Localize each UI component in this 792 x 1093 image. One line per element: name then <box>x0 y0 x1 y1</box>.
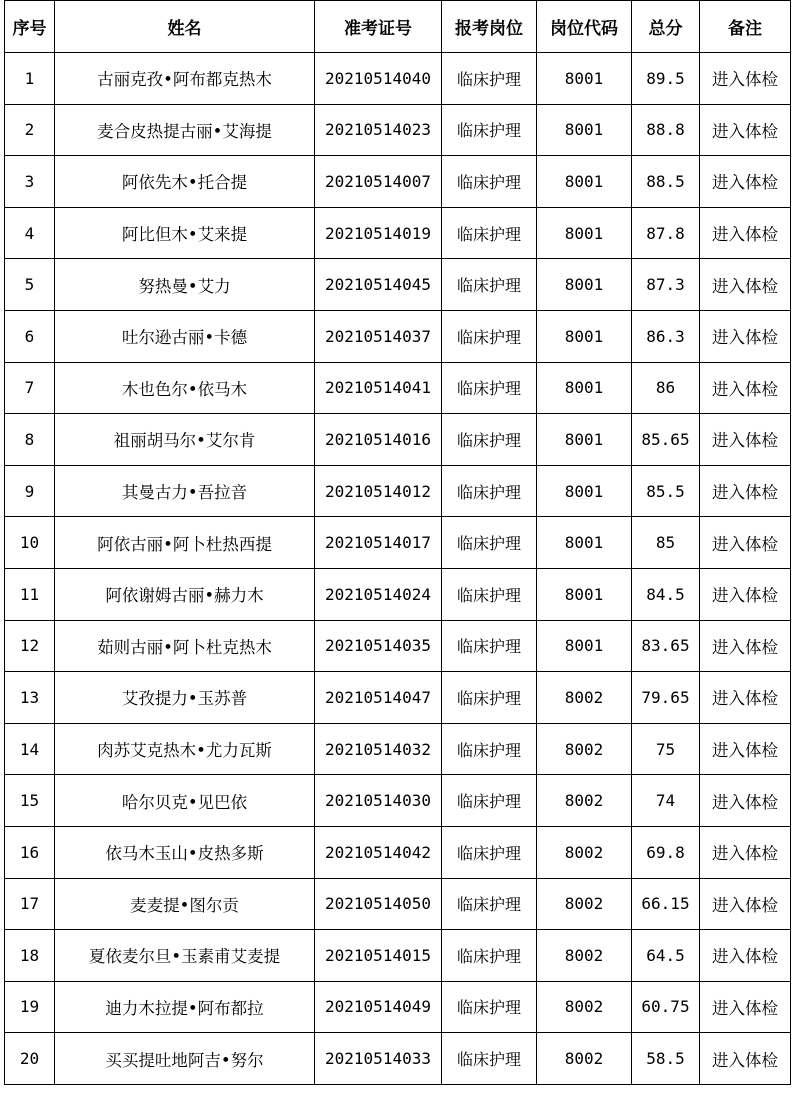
cell-serial-number: 20 <box>5 1033 55 1085</box>
header-serial-number: 序号 <box>5 1 55 53</box>
cell-name: 夏依麦尔旦•玉素甫艾麦提 <box>55 930 315 982</box>
cell-position-code: 8001 <box>537 414 632 466</box>
cell-position: 临床护理 <box>442 672 537 724</box>
cell-total-score: 66.15 <box>632 878 700 930</box>
cell-remark: 进入体检 <box>700 517 791 569</box>
cell-position-code: 8001 <box>537 620 632 672</box>
cell-remark: 进入体检 <box>700 672 791 724</box>
table-row <box>5 620 791 672</box>
cell-position-code: 8002 <box>537 723 632 775</box>
cell-remark: 进入体检 <box>700 207 791 259</box>
cell-remark: 进入体检 <box>700 930 791 982</box>
cell-exam-id: 20210514032 <box>315 723 442 775</box>
cell-position: 临床护理 <box>442 465 537 517</box>
cell-position-code: 8001 <box>537 156 632 208</box>
cell-name: 艾孜提力•玉苏普 <box>55 672 315 724</box>
cell-exam-id: 20210514023 <box>315 104 442 156</box>
table-row <box>5 826 791 878</box>
cell-total-score: 83.65 <box>632 620 700 672</box>
table-row <box>5 465 791 517</box>
cell-position: 临床护理 <box>442 53 537 105</box>
cell-position: 临床护理 <box>442 981 537 1033</box>
cell-exam-id: 20210514047 <box>315 672 442 724</box>
cell-position: 临床护理 <box>442 414 537 466</box>
table-row <box>5 1033 791 1085</box>
cell-exam-id: 20210514016 <box>315 414 442 466</box>
cell-total-score: 87.8 <box>632 207 700 259</box>
cell-exam-id: 20210514019 <box>315 207 442 259</box>
cell-position-code: 8001 <box>537 207 632 259</box>
header-row <box>5 1 791 53</box>
cell-total-score: 85 <box>632 517 700 569</box>
cell-position: 临床护理 <box>442 517 537 569</box>
cell-total-score: 85.5 <box>632 465 700 517</box>
cell-exam-id: 20210514030 <box>315 775 442 827</box>
cell-position-code: 8002 <box>537 930 632 982</box>
cell-serial-number: 16 <box>5 826 55 878</box>
cell-serial-number: 2 <box>5 104 55 156</box>
header-position: 报考岗位 <box>442 1 537 53</box>
cell-total-score: 64.5 <box>632 930 700 982</box>
cell-position-code: 8001 <box>537 310 632 362</box>
header-remark: 备注 <box>700 1 791 53</box>
cell-name: 祖丽胡马尔•艾尔肯 <box>55 414 315 466</box>
cell-remark: 进入体检 <box>700 465 791 517</box>
cell-name: 吐尔逊古丽•卡德 <box>55 310 315 362</box>
cell-position: 临床护理 <box>442 207 537 259</box>
cell-name: 麦合皮热提古丽•艾海提 <box>55 104 315 156</box>
cell-name: 茹则古丽•阿卜杜克热木 <box>55 620 315 672</box>
cell-remark: 进入体检 <box>700 568 791 620</box>
cell-position: 临床护理 <box>442 775 537 827</box>
cell-serial-number: 4 <box>5 207 55 259</box>
cell-position: 临床护理 <box>442 156 537 208</box>
cell-serial-number: 12 <box>5 620 55 672</box>
cell-position-code: 8001 <box>537 465 632 517</box>
cell-remark: 进入体检 <box>700 878 791 930</box>
table-row <box>5 310 791 362</box>
table-row <box>5 517 791 569</box>
cell-position-code: 8001 <box>537 53 632 105</box>
cell-total-score: 88.5 <box>632 156 700 208</box>
table-row <box>5 930 791 982</box>
cell-serial-number: 17 <box>5 878 55 930</box>
table-row <box>5 878 791 930</box>
table-row <box>5 104 791 156</box>
cell-total-score: 60.75 <box>632 981 700 1033</box>
cell-position: 临床护理 <box>442 310 537 362</box>
cell-exam-id: 20210514049 <box>315 981 442 1033</box>
table-row <box>5 568 791 620</box>
cell-position: 临床护理 <box>442 104 537 156</box>
cell-exam-id: 20210514015 <box>315 930 442 982</box>
cell-exam-id: 20210514042 <box>315 826 442 878</box>
table-row <box>5 156 791 208</box>
cell-remark: 进入体检 <box>700 414 791 466</box>
cell-serial-number: 18 <box>5 930 55 982</box>
results-table <box>4 0 791 1085</box>
cell-total-score: 69.8 <box>632 826 700 878</box>
cell-position: 临床护理 <box>442 930 537 982</box>
table-row <box>5 775 791 827</box>
cell-name: 木也色尔•依马木 <box>55 362 315 414</box>
cell-serial-number: 6 <box>5 310 55 362</box>
cell-position: 临床护理 <box>442 878 537 930</box>
cell-remark: 进入体检 <box>700 53 791 105</box>
cell-exam-id: 20210514033 <box>315 1033 442 1085</box>
table-row <box>5 207 791 259</box>
table-row <box>5 259 791 311</box>
cell-total-score: 86.3 <box>632 310 700 362</box>
cell-position-code: 8001 <box>537 568 632 620</box>
table-row <box>5 723 791 775</box>
table-header <box>5 1 791 53</box>
cell-exam-id: 20210514041 <box>315 362 442 414</box>
cell-exam-id: 20210514045 <box>315 259 442 311</box>
cell-position-code: 8002 <box>537 981 632 1033</box>
cell-serial-number: 8 <box>5 414 55 466</box>
cell-position: 临床护理 <box>442 620 537 672</box>
cell-position-code: 8001 <box>537 104 632 156</box>
cell-remark: 进入体检 <box>700 259 791 311</box>
cell-position-code: 8001 <box>537 517 632 569</box>
cell-position: 临床护理 <box>442 362 537 414</box>
cell-name: 阿比但木•艾来提 <box>55 207 315 259</box>
cell-serial-number: 7 <box>5 362 55 414</box>
cell-remark: 进入体检 <box>700 156 791 208</box>
header-total-score: 总分 <box>632 1 700 53</box>
cell-name: 阿依先木•托合提 <box>55 156 315 208</box>
cell-total-score: 85.65 <box>632 414 700 466</box>
cell-serial-number: 5 <box>5 259 55 311</box>
cell-name: 努热曼•艾力 <box>55 259 315 311</box>
cell-position: 临床护理 <box>442 1033 537 1085</box>
cell-name: 古丽克孜•阿布都克热木 <box>55 53 315 105</box>
table-row <box>5 362 791 414</box>
cell-total-score: 58.5 <box>632 1033 700 1085</box>
cell-name: 肉苏艾克热木•尤力瓦斯 <box>55 723 315 775</box>
cell-remark: 进入体检 <box>700 362 791 414</box>
header-position-code: 岗位代码 <box>537 1 632 53</box>
cell-remark: 进入体检 <box>700 620 791 672</box>
cell-remark: 进入体检 <box>700 981 791 1033</box>
cell-remark: 进入体检 <box>700 775 791 827</box>
cell-name: 依马木玉山•皮热多斯 <box>55 826 315 878</box>
table-row <box>5 414 791 466</box>
cell-exam-id: 20210514050 <box>315 878 442 930</box>
cell-remark: 进入体检 <box>700 723 791 775</box>
table-row <box>5 981 791 1033</box>
cell-exam-id: 20210514037 <box>315 310 442 362</box>
cell-position-code: 8002 <box>537 672 632 724</box>
cell-position: 临床护理 <box>442 826 537 878</box>
cell-serial-number: 10 <box>5 517 55 569</box>
cell-remark: 进入体检 <box>700 826 791 878</box>
cell-total-score: 88.8 <box>632 104 700 156</box>
cell-serial-number: 14 <box>5 723 55 775</box>
cell-position-code: 8001 <box>537 259 632 311</box>
table-body <box>5 53 791 1085</box>
cell-total-score: 87.3 <box>632 259 700 311</box>
cell-position-code: 8002 <box>537 826 632 878</box>
header-exam-id: 准考证号 <box>315 1 442 53</box>
cell-total-score: 75 <box>632 723 700 775</box>
cell-serial-number: 13 <box>5 672 55 724</box>
cell-serial-number: 19 <box>5 981 55 1033</box>
cell-position: 临床护理 <box>442 259 537 311</box>
cell-serial-number: 11 <box>5 568 55 620</box>
cell-position-code: 8001 <box>537 362 632 414</box>
cell-remark: 进入体检 <box>700 1033 791 1085</box>
cell-total-score: 86 <box>632 362 700 414</box>
cell-serial-number: 15 <box>5 775 55 827</box>
cell-serial-number: 1 <box>5 53 55 105</box>
cell-position: 临床护理 <box>442 568 537 620</box>
cell-name: 哈尔贝克•见巴依 <box>55 775 315 827</box>
cell-total-score: 74 <box>632 775 700 827</box>
cell-name: 买买提吐地阿吉•努尔 <box>55 1033 315 1085</box>
cell-name: 其曼古力•吾拉音 <box>55 465 315 517</box>
cell-exam-id: 20210514035 <box>315 620 442 672</box>
cell-serial-number: 3 <box>5 156 55 208</box>
cell-position: 临床护理 <box>442 723 537 775</box>
cell-exam-id: 20210514007 <box>315 156 442 208</box>
cell-exam-id: 20210514024 <box>315 568 442 620</box>
cell-name: 阿依谢姆古丽•赫力木 <box>55 568 315 620</box>
cell-position-code: 8002 <box>537 878 632 930</box>
cell-name: 麦麦提•图尔贡 <box>55 878 315 930</box>
header-name: 姓名 <box>55 1 315 53</box>
table-row <box>5 672 791 724</box>
cell-total-score: 79.65 <box>632 672 700 724</box>
cell-remark: 进入体检 <box>700 310 791 362</box>
cell-exam-id: 20210514017 <box>315 517 442 569</box>
cell-remark: 进入体检 <box>700 104 791 156</box>
table-row <box>5 53 791 105</box>
cell-position-code: 8002 <box>537 775 632 827</box>
cell-position-code: 8002 <box>537 1033 632 1085</box>
cell-exam-id: 20210514012 <box>315 465 442 517</box>
cell-name: 阿依古丽•阿卜杜热西提 <box>55 517 315 569</box>
cell-name: 迪力木拉提•阿布都拉 <box>55 981 315 1033</box>
cell-total-score: 84.5 <box>632 568 700 620</box>
cell-total-score: 89.5 <box>632 53 700 105</box>
cell-serial-number: 9 <box>5 465 55 517</box>
cell-exam-id: 20210514040 <box>315 53 442 105</box>
